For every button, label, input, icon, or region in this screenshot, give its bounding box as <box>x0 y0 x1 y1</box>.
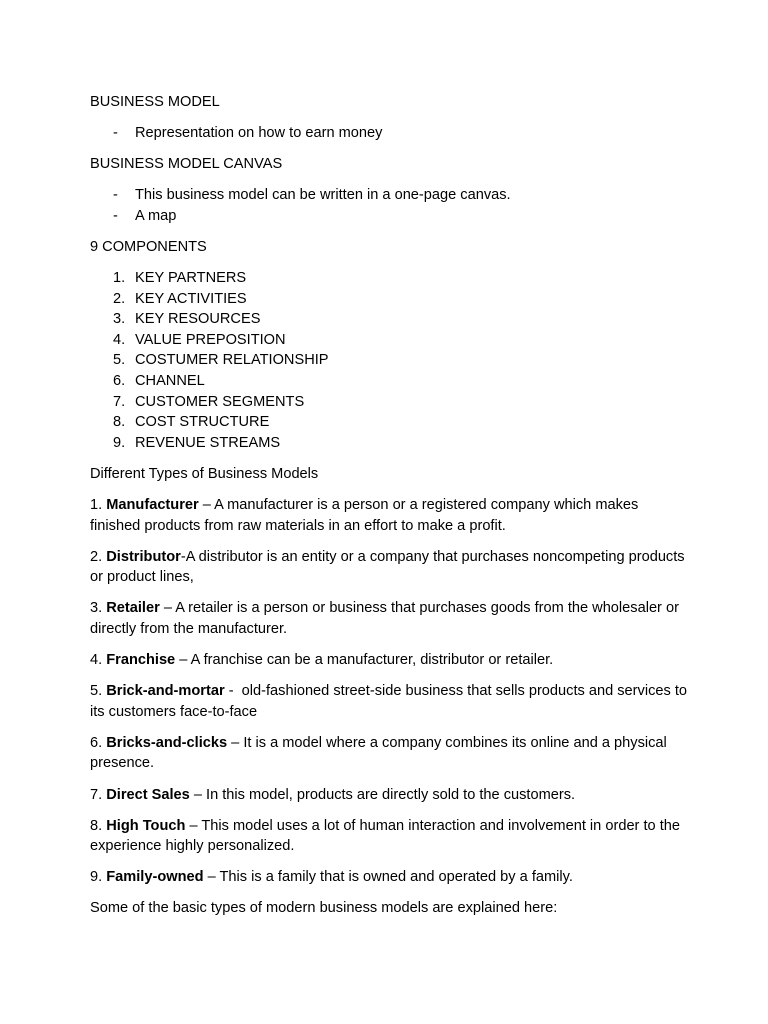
component-item <box>90 350 690 371</box>
heading-types: Different Types of Business Models <box>90 465 319 482</box>
list-item-text: A map <box>135 207 177 224</box>
component-item <box>90 330 690 351</box>
type-term: Family-owned <box>106 869 204 886</box>
component-number: 9. <box>113 434 126 451</box>
component-text: KEY RESOURCES <box>135 311 261 328</box>
type-description: - old-fashioned street-side business that sells products and services to its customers face-to-face <box>90 683 692 720</box>
list-item <box>90 206 690 227</box>
type-term: Retailer <box>106 600 160 617</box>
type-paragraph <box>90 681 690 722</box>
dash-marker: - <box>113 187 118 204</box>
component-number: 3. <box>113 311 126 328</box>
type-term: Manufacturer <box>106 497 199 513</box>
type-number: 8. <box>90 817 107 834</box>
type-number: 7. <box>90 786 107 803</box>
type-number: 4. <box>90 652 107 669</box>
type-number: 5. <box>90 683 107 700</box>
type-term: Direct Sales <box>106 786 190 803</box>
component-text: CHANNEL <box>135 373 205 390</box>
type-description: – A manufacturer is a person or a registered company which makes finished products from raw materials in an effort to make a profit. <box>90 497 639 534</box>
component-number: 5. <box>113 352 126 369</box>
type-term: Franchise <box>106 652 176 669</box>
component-number: 4. <box>113 331 126 348</box>
canvas-list <box>90 185 690 226</box>
component-text: KEY PARTNERS <box>135 270 247 287</box>
type-number: 3. <box>90 600 107 617</box>
type-term: Bricks-and-clicks <box>106 734 228 751</box>
type-description: – It is a model where a company combines its online and a physical presence. <box>90 734 667 772</box>
type-paragraph <box>90 650 690 671</box>
component-number: 1. <box>113 270 126 287</box>
type-description: – A retailer is a person or business that purchases goods from the wholesaler or directly from the manufacturer. <box>90 600 679 637</box>
type-description: -A distributor is an entity or a company that purchases noncompeting products or product lines, <box>90 548 685 586</box>
heading-components: 9 COMPONENTS <box>90 238 207 255</box>
component-item <box>90 433 690 454</box>
dash-marker: - <box>113 125 118 142</box>
type-paragraph <box>90 733 690 774</box>
type-number: 9. <box>90 869 107 886</box>
component-number: 6. <box>113 373 126 390</box>
heading-business-model: BUSINESS MODEL <box>90 94 220 110</box>
type-description: – This is a family that is owned and operated by a family. <box>203 869 573 886</box>
component-item <box>90 392 690 413</box>
components-list <box>90 268 690 453</box>
component-number: 2. <box>113 290 126 307</box>
type-paragraph <box>90 867 690 888</box>
component-item <box>90 268 690 289</box>
component-number: 8. <box>113 414 126 431</box>
type-term: Distributor <box>106 548 181 565</box>
type-paragraph <box>90 598 690 639</box>
type-term: Brick-and-mortar <box>106 683 225 700</box>
component-text: COSTUMER RELATIONSHIP <box>135 352 329 369</box>
type-paragraph <box>90 547 690 588</box>
component-text: CUSTOMER SEGMENTS <box>135 393 305 410</box>
list-item-text: This business model can be written in a one-page canvas. <box>135 187 511 204</box>
component-item <box>90 371 690 392</box>
component-text: VALUE PREPOSITION <box>135 331 286 348</box>
type-description: – In this model, products are directly sold to the customers. <box>189 786 576 803</box>
list-item <box>90 123 690 144</box>
type-paragraph <box>90 495 690 536</box>
type-description: – A franchise can be a manufacturer, distributor or retailer. <box>175 652 554 669</box>
type-description: – This model uses a lot of human interaction and involvement in order to the experience highly personalized. <box>90 817 680 855</box>
component-item <box>90 412 690 433</box>
component-item <box>90 289 690 310</box>
type-number: 2. <box>90 548 107 565</box>
component-text: KEY ACTIVITIES <box>135 290 247 307</box>
component-text: COST STRUCTURE <box>135 414 270 431</box>
dash-marker: - <box>113 207 118 224</box>
business-model-list <box>90 123 690 144</box>
list-item-text: Representation on how to earn money <box>135 125 383 142</box>
type-term: High Touch <box>106 817 186 834</box>
component-text: REVENUE STREAMS <box>135 434 281 451</box>
list-item <box>90 185 690 206</box>
type-paragraph <box>90 785 690 806</box>
component-number: 7. <box>113 393 126 410</box>
component-item <box>90 309 690 330</box>
closing-paragraph: Some of the basic types of modern business models are explained here: <box>90 900 558 917</box>
document-page <box>90 92 690 930</box>
type-number: 6. <box>90 734 107 751</box>
type-paragraph <box>90 816 690 857</box>
type-number: 1. <box>90 497 107 513</box>
heading-canvas: BUSINESS MODEL CANVAS <box>90 156 283 173</box>
